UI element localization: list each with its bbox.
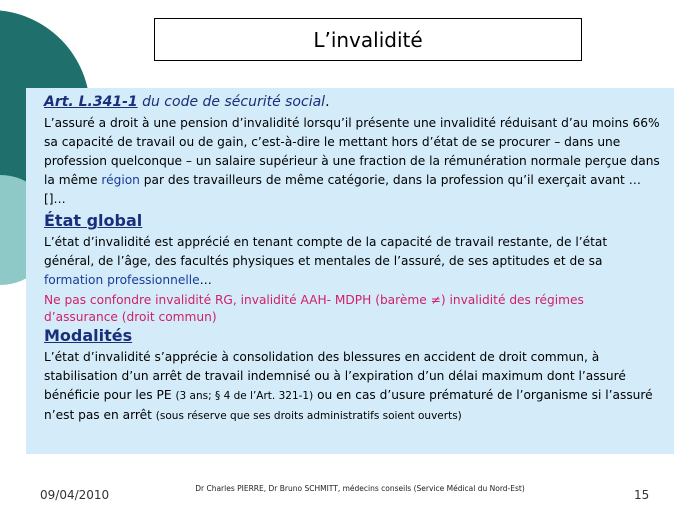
- modalites-text-small: (3 ans; § 4 de l’Art. 321-1): [175, 390, 314, 402]
- etat-global-text-part-a: L’état d’invalidité est apprécié en tenant compte de la capacité de travail restante, de l’état général, de l’âge, des facultés physiques et mentales de l’assuré, de ses aptitudes et de sa: [44, 235, 608, 268]
- article-reference-rest: du code de sécurité social: [137, 94, 326, 110]
- content-panel: [26, 88, 674, 454]
- modalites-text-small2: (sous réserve que ses droits administratifs soient ouverts): [155, 410, 462, 422]
- article-text-part-b: par des travailleurs de même catégorie, dans la profession qu’il exerçait avant …[]…: [44, 173, 641, 206]
- slide-title: [154, 18, 582, 61]
- slide-title-text: L’invalidité: [313, 27, 423, 52]
- section-heading-modalites: Modalités: [44, 326, 133, 345]
- etat-global-text-part-b: …: [199, 273, 212, 287]
- etat-global-text: [44, 233, 660, 290]
- modalites-text-part-b: ou en cas d’usure prématuré de l’organisme si l’assuré n’est pas en arrêt: [44, 388, 653, 422]
- article-reference-end: .: [325, 94, 330, 110]
- article-reference: [44, 92, 660, 112]
- modalites-text-part-a: L’état d’invalidité s’apprécie à consolidation des blessures en accident de droit commun, à stabilisation d’un arrêt de travail indemnisé ou à l’expiration d’un délai maximum dont l’assuré bénéficie pour les PE: [44, 350, 626, 402]
- footer-authors: Dr Charles PIERRE, Dr Bruno SCHMITT, médecins conseils (Service Médical du Nord-Est): [195, 484, 525, 493]
- footer-page-number: 15: [634, 488, 650, 502]
- section-heading-etat-global: État global: [44, 211, 143, 230]
- footer-date: 09/04/2010: [40, 488, 110, 502]
- etat-global-note: Ne pas confondre invalidité RG, invalidité AAH- MDPH (barème ≠) invalidité des régimes d’assurance (droit commun): [44, 293, 584, 324]
- article-text-part-a: L’assuré a droit à une pension d’invalidité lorsqu’il présente une invalidité réduisant d’au moins 66% sa capacité de travail ou de gain, c’est-à-dire le mettant hors d’état de se procurer – dans une profession quelconque – un salaire supérieur à une fraction de la rémunération normale perçue dans la même: [44, 116, 660, 187]
- modalites-text: [44, 348, 660, 426]
- article-reference-bold: Art. L.341-1: [44, 94, 138, 110]
- article-text: [44, 114, 660, 209]
- etat-global-highlight: formation professionnelle: [44, 273, 200, 287]
- article-text-highlight: région: [101, 173, 140, 187]
